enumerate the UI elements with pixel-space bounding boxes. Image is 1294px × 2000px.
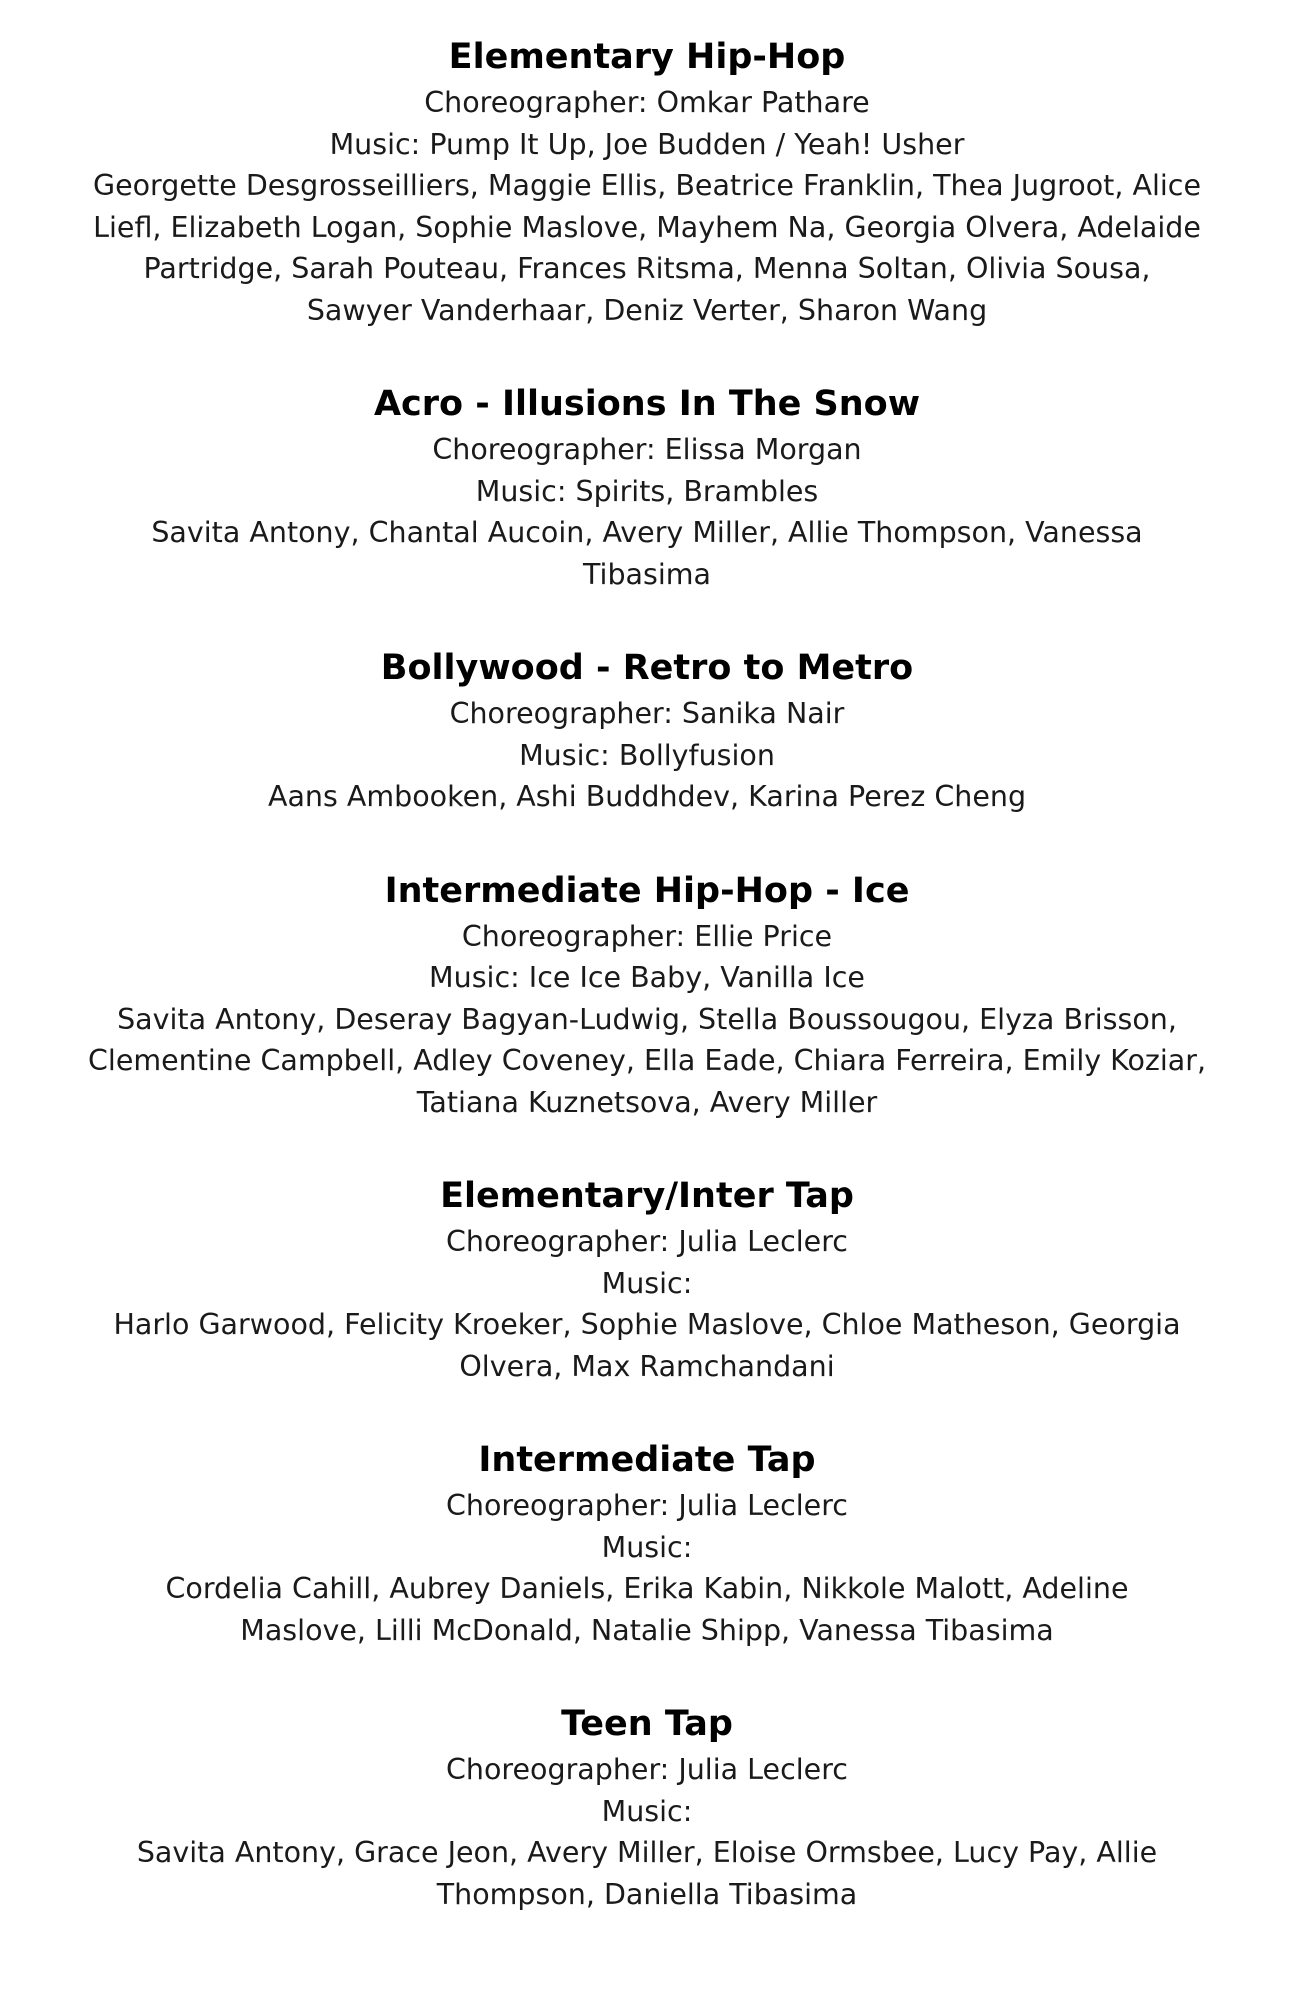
choreographer-line: Choreographer: Ellie Price	[461, 919, 833, 953]
music-line: Music: Spirits, Brambles	[475, 474, 819, 508]
piece-elementary-hip-hop	[57, 32, 1237, 331]
piece-title: Elementary Hip-Hop	[448, 37, 846, 77]
piece-elementary-inter-tap	[57, 1171, 1237, 1387]
choreographer-line: Choreographer: Julia Leclerc	[446, 1225, 848, 1258]
dancer-list: Savita Antony, Grace Jeon, Avery Miller, Eloise Ormsbee, Lucy Pay, Allie Thompson, Daniella Tibasima	[136, 1836, 1158, 1911]
music-line: Music: Pump It Up, Joe Budden / Yeah! Usher	[329, 127, 965, 161]
choreographer-line: Choreographer: Julia Leclerc	[446, 1753, 848, 1786]
choreographer-line: Choreographer: Sanika Nair	[449, 697, 845, 730]
piece-bollywood	[57, 643, 1237, 818]
music-line: Music:	[601, 1266, 693, 1300]
choreographer-line: Choreographer: Julia Leclerc	[446, 1489, 848, 1522]
piece-title: Bollywood - Retro to Metro	[380, 648, 914, 688]
piece-acro	[57, 379, 1237, 595]
piece-title: Elementary/Inter Tap	[440, 1176, 854, 1216]
music-line: Music: Bollyfusion	[519, 738, 775, 772]
piece-teen-tap	[57, 1699, 1237, 1915]
music-line: Music:	[601, 1794, 693, 1828]
music-line: Music:	[601, 1530, 693, 1564]
choreographer-line: Choreographer: Omkar Pathare	[424, 86, 870, 119]
music-line: Music: Ice Ice Baby, Vanilla Ice	[429, 961, 865, 994]
piece-intermediate-hip-hop	[57, 866, 1237, 1124]
dancer-list: Savita Antony, Chantal Aucoin, Avery Miller, Allie Thompson, Vanessa Tibasima	[151, 516, 1143, 591]
dancer-list: Aans Ambooken, Ashi Buddhdev, Karina Perez Cheng	[267, 780, 1027, 813]
piece-title: Teen Tap	[561, 1704, 733, 1744]
program-list	[0, 32, 1294, 1963]
dancer-list: Georgette Desgrosseilliers, Maggie Ellis, Beatrice Franklin, Thea Jugroot, Alice Liefl, Elizabeth Logan, Sophie Maslove, Mayhem Na, Georgia Olvera, Adelaide Partridge, Sarah Pouteau, Frances Ritsma, Menna Soltan, Olivia Sousa, Sawyer Vanderhaar, Deniz Verter, Sharon Wang	[93, 169, 1201, 327]
dancer-list: Harlo Garwood, Felicity Kroeker, Sophie Maslove, Chloe Matheson, Georgia Olvera, Max Ramchandani	[113, 1308, 1181, 1383]
piece-title: Intermediate Hip-Hop - Ice	[384, 870, 910, 911]
choreographer-line: Choreographer: Elissa Morgan	[432, 433, 862, 466]
dancer-list: Cordelia Cahill, Aubrey Daniels, Erika Kabin, Nikkole Malott, Adeline Maslove, Lilli McDonald, Natalie Shipp, Vanessa Tibasima	[165, 1572, 1129, 1647]
dancer-list: Savita Antony, Deseray Bagyan-Ludwig, Stella Boussougou, Elyza Brisson, Clementine Campbell, Adley Coveney, Ella Eade, Chiara Ferreira, Emily Koziar, Tatiana Kuznetsova, Avery Miller	[88, 1002, 1206, 1119]
piece-title: Acro - Illusions In The Snow	[373, 384, 921, 424]
piece-intermediate-tap	[57, 1435, 1237, 1651]
piece-title: Intermediate Tap	[478, 1440, 816, 1480]
